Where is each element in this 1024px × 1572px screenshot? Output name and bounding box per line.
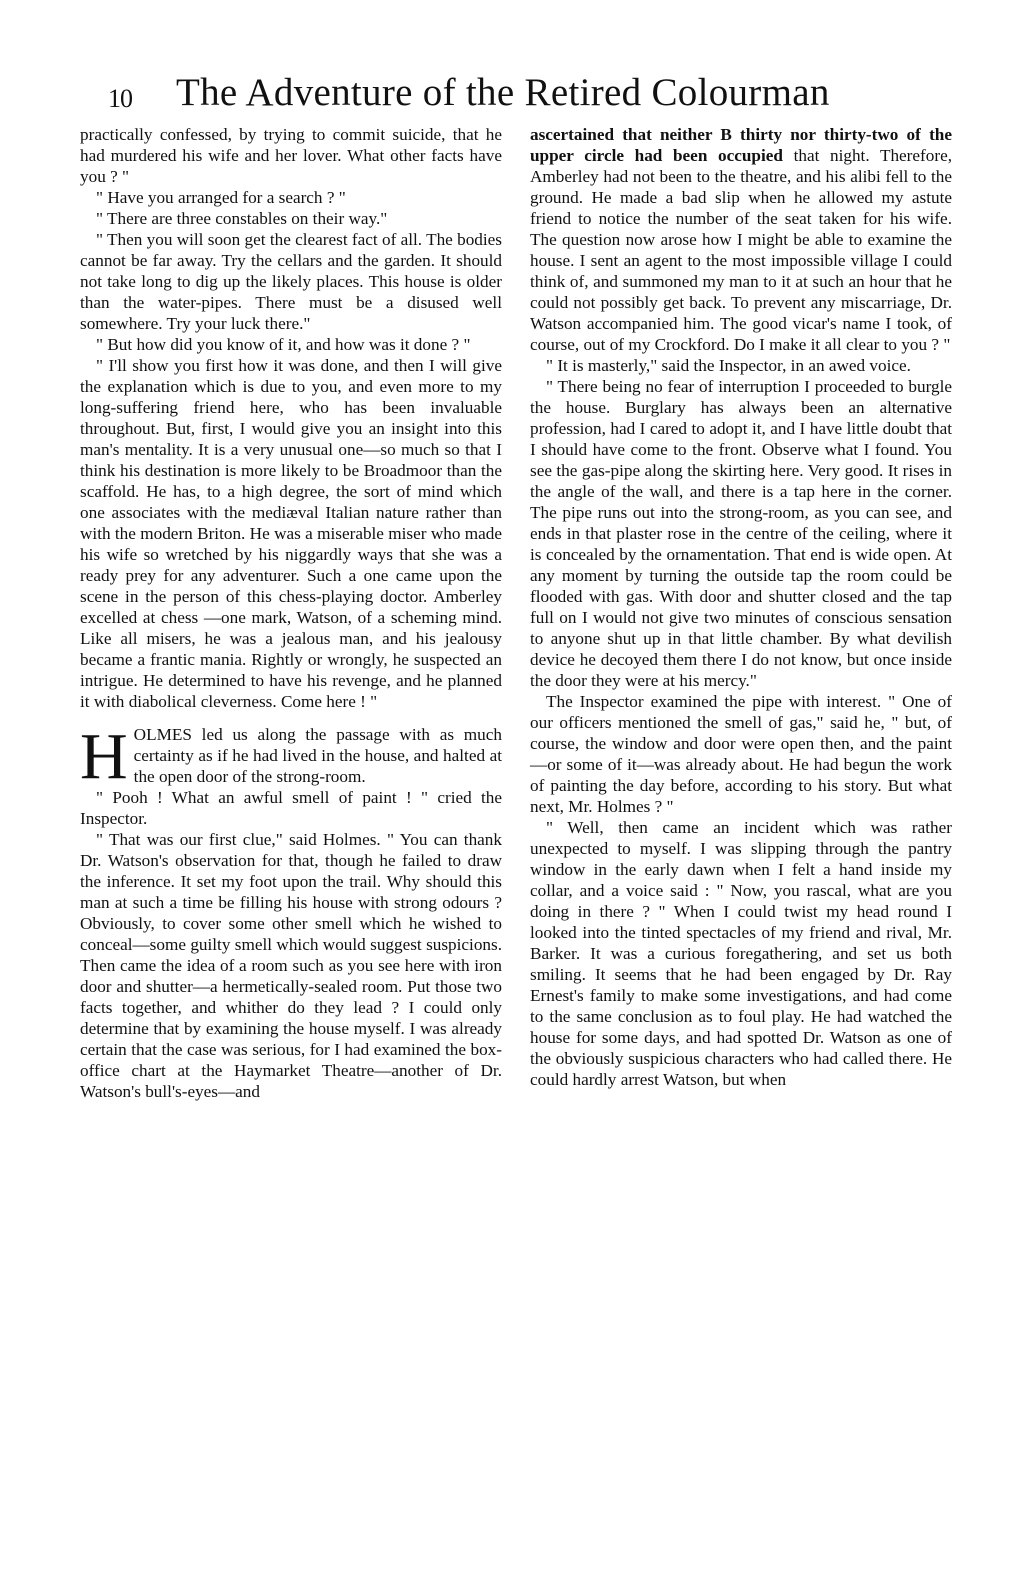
paragraph: " There being no fear of interruption I proceeded to burgle the house. Burglary has always been an alternative profession, had I cared to adopt it, and I have little doubt that I should have come to the front. Observe what I found. You see the gas-pipe along the skirting here. Very good. It rises in the angle of the wall, and there is a tap here in the corner. The pipe runs out into the strong-room, as you can see, and ends in that plaster rose in the centre of the ceiling, where it is concealed by the ornamentation. That end is wide open. At any moment by turning the outside tap the room could be flooded with gas. With door and shutter closed and the tap full on I would not give two minutes of conscious sensation to anyone shut up in that little chamber. By what devilish device he decoyed them there I do not know, but once inside the door they were at his mercy." [530, 377, 952, 690]
paragraph: " I'll show you first how it was done, and then I will give the explanation which is due to you, and even more to my long-suffering friend here, who has been invaluable throughout. But, first, I would give you an insight into this man's mentality. It is a very unusual one—so much so that I think his destination is more likely to be Broadmoor than the scaffold. He has, to a high degree, the sort of mind which one associates with the mediæval Italian nature rather than with the modern Briton. He was a miserable miser who made his wife so wretched by his niggardly ways that she was a ready prey for any adventurer. Such a one came upon the scene in the person of this chess-playing doctor. Amberley excelled at chess —one mark, Watson, of a scheming mind. Like all misers, he was a jealous man, and his jealousy became a frantic mania. Rightly or wrongly, he suspected an intrigue. He determined to have his revenge, and he planned it with diabolical cleverness. Come here ! " [80, 356, 502, 711]
paragraph: " There are three constables on their way." [96, 209, 388, 228]
paragraph: " That was our first clue," said Holmes. " You can thank Dr. Watson's observation for that, though he failed to draw the inference. It set my foot upon the trail. Why should this man at such a time be filling his house with strong odours ? Obviously, to cover some other smell which he wished to conceal—some guilty smell which would suggest suspicions. Then came the idea of a room such as you see here with iron door and shutter—a hermetically-sealed room. Put those two facts together, and whither do they lead ? I could only determine that by examining the house myself. I was already certain that the case was serious, for I had examined the box-office chart at the Haymarket Theatre—another of Dr. Watson's bull's-eyes—and [80, 830, 502, 1101]
left-column [80, 124, 502, 1102]
drop-cap: H [80, 720, 128, 793]
paragraph-text: OLMES led us along the passage with as much certainty as if he had lived in the house, and halted at the open door of the strong-room. [133, 725, 502, 786]
paragraph: The Inspector examined the pipe with interest. " One of our officers mentioned the smell of gas," said he, " but, of course, the window and door were open then, and the paint—or some of it—was already about. He had begun the work of painting the day before, according to his story. But what next, Mr. Holmes ? " [530, 692, 952, 816]
paragraph-text: that night. Therefore, Amberley had not been to the theatre, and his alibi fell to the ground. He made a bad slip when he allowed my astute friend to notice the number of the seat taken for his wife. The question now arose how I might be able to examine the house. I sent an agent to the most impossible village I could think of, and summoned my man to it at such an hour that he could not possibly get back. To prevent any miscarriage, Dr. Watson accompanied him. The good vicar's name I took, of course, out of my Crockford. Do I make it all clear to you ? " [530, 146, 952, 354]
paragraph: " But how did you know of it, and how was it done ? " [96, 335, 471, 354]
paragraph: " Pooh ! What an awful smell of paint ! " cried the Inspector. [80, 788, 502, 828]
paragraph: " Have you arranged for a search ? " [96, 188, 346, 207]
paragraph: " It is masterly," said the Inspector, in an awed voice. [546, 356, 911, 375]
right-column [530, 124, 952, 1090]
paragraph: " Then you will soon get the clearest fact of all. The bodies cannot be far away. Try the cellars and the garden. It should not take long to dig up the likely places. This house is older than the water-pipes. There must be a disused well somewhere. Try your luck there." [80, 230, 502, 333]
running-title: The Adventure of the Retired Colourman [176, 71, 830, 114]
paragraph: practically confessed, by trying to commit suicide, that he had murdered his wife and her lover. What other facts have you ? " [80, 125, 502, 186]
bold-text: ascertained that neither B thirty nor thirty-two of the upper circle had been occupied [530, 125, 952, 165]
page-header [108, 70, 868, 120]
paragraph [530, 124, 952, 355]
section-opening-paragraph [80, 720, 502, 793]
paragraph: " Well, then came an incident which was rather unexpected to myself. I was slipping through the pantry window in the early dawn when I felt a hand inside my collar, and a voice said : " Now, you rascal, what are you doing in there ? " When I could twist my head round I looked into the tinted spectacles of my friend and rival, Mr. Barker. It was a curious foregathering, and set us both smiling. It seems that he had been engaged by Dr. Ray Ernest's family to make some investigations, and had come to the same conclusion as to foul play. He had watched the house for some days, and had spotted Dr. Watson as one of the obviously suspicious characters who had called there. He could hardly arrest Watson, but when [530, 818, 952, 1089]
page-number: 10 [108, 84, 132, 113]
